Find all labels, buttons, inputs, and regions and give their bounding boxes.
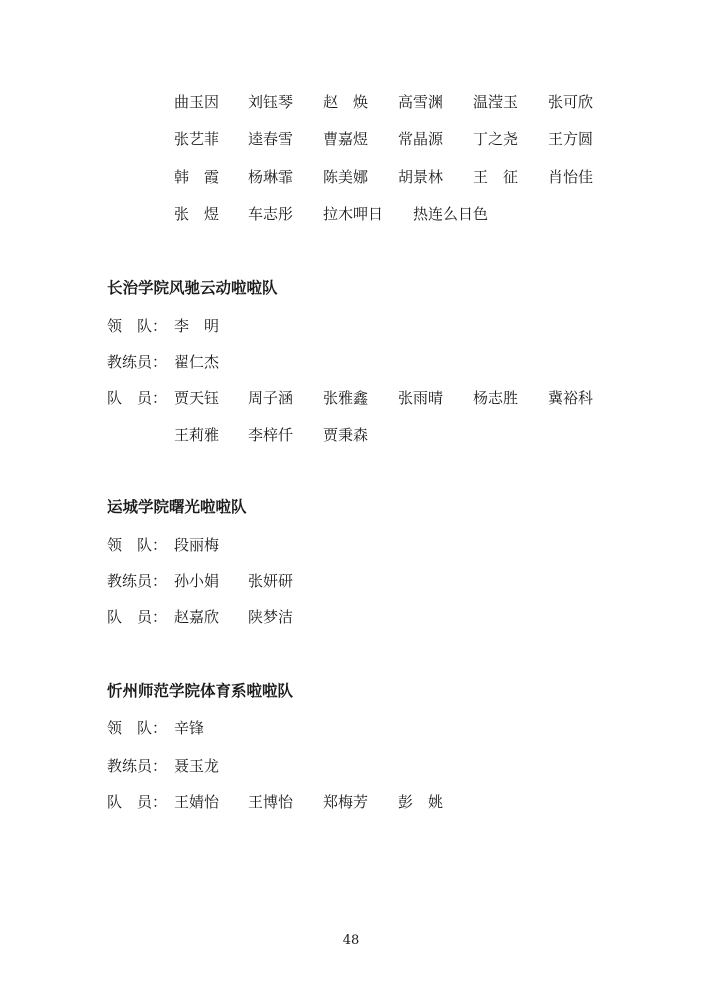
member-name: 肖怡佳	[548, 168, 594, 186]
member-name: 热连么日色	[413, 205, 489, 223]
coach-name: 翟仁杰	[174, 353, 220, 371]
member-name: 郑梅芳	[323, 793, 369, 811]
member-name: 王方圆	[548, 130, 594, 148]
member-name: 周子涵	[248, 389, 294, 407]
coach-label: 教练员：	[107, 353, 168, 371]
page-number: 48	[342, 933, 360, 948]
leader-name: 段丽梅	[174, 536, 220, 554]
member-name: 赵嘉欣	[174, 608, 220, 626]
member-name: 刘钰琴	[248, 93, 294, 111]
member-name: 韩 霞	[174, 168, 220, 186]
team-heading: 运城学院曙光啦啦队	[107, 497, 247, 516]
member-name: 贾秉森	[323, 426, 369, 444]
member-name: 胡景林	[398, 168, 444, 186]
member-name: 张雅鑫	[323, 389, 369, 407]
member-name: 逵春雪	[248, 130, 294, 148]
member-name: 杨琳霏	[248, 168, 294, 186]
leader-name: 李 明	[174, 317, 220, 335]
members-label: 队 员：	[107, 608, 168, 626]
leader-name: 辛锋	[174, 719, 205, 737]
member-name: 王莉雅	[174, 426, 220, 444]
team-heading: 长治学院风驰云动啦啦队	[107, 278, 278, 297]
member-name: 陕梦洁	[248, 608, 294, 626]
member-name: 常晶源	[398, 130, 444, 148]
member-name: 张雨晴	[398, 389, 444, 407]
leader-label: 领 队：	[107, 536, 168, 554]
member-name: 曹嘉煜	[323, 130, 369, 148]
leader-label: 领 队：	[107, 317, 168, 335]
member-name: 王博怡	[248, 793, 294, 811]
coach-name: 孙小娟	[174, 572, 220, 590]
members-label: 队 员：	[107, 793, 168, 811]
member-name: 温滢玉	[473, 93, 519, 111]
members-label: 队 员：	[107, 389, 168, 407]
member-name: 彭 姚	[398, 793, 444, 811]
member-name: 杨志胜	[473, 389, 519, 407]
member-name: 王 征	[473, 168, 519, 186]
member-name: 张 煜	[174, 205, 220, 223]
member-name: 拉木呷日	[323, 205, 384, 223]
member-name: 陈美娜	[323, 168, 369, 186]
member-name: 贾天钰	[174, 389, 220, 407]
member-name: 李梓仟	[248, 426, 294, 444]
member-name: 张艺菲	[174, 130, 220, 148]
member-name: 王婧怡	[174, 793, 220, 811]
coach-name: 张妍研	[248, 572, 294, 590]
member-name: 丁之尧	[473, 130, 519, 148]
coach-label: 教练员：	[107, 757, 168, 775]
coach-label: 教练员：	[107, 572, 168, 590]
member-name: 曲玉因	[174, 93, 220, 111]
member-name: 高雪渊	[398, 93, 444, 111]
member-name: 车志彤	[248, 205, 294, 223]
member-name: 张可欣	[548, 93, 594, 111]
team-heading: 忻州师范学院体育系啦啦队	[107, 681, 294, 700]
member-name: 冀裕科	[548, 389, 594, 407]
leader-label: 领 队：	[107, 719, 168, 737]
coach-name: 聂玉龙	[174, 757, 220, 775]
member-name: 赵 焕	[323, 93, 369, 111]
